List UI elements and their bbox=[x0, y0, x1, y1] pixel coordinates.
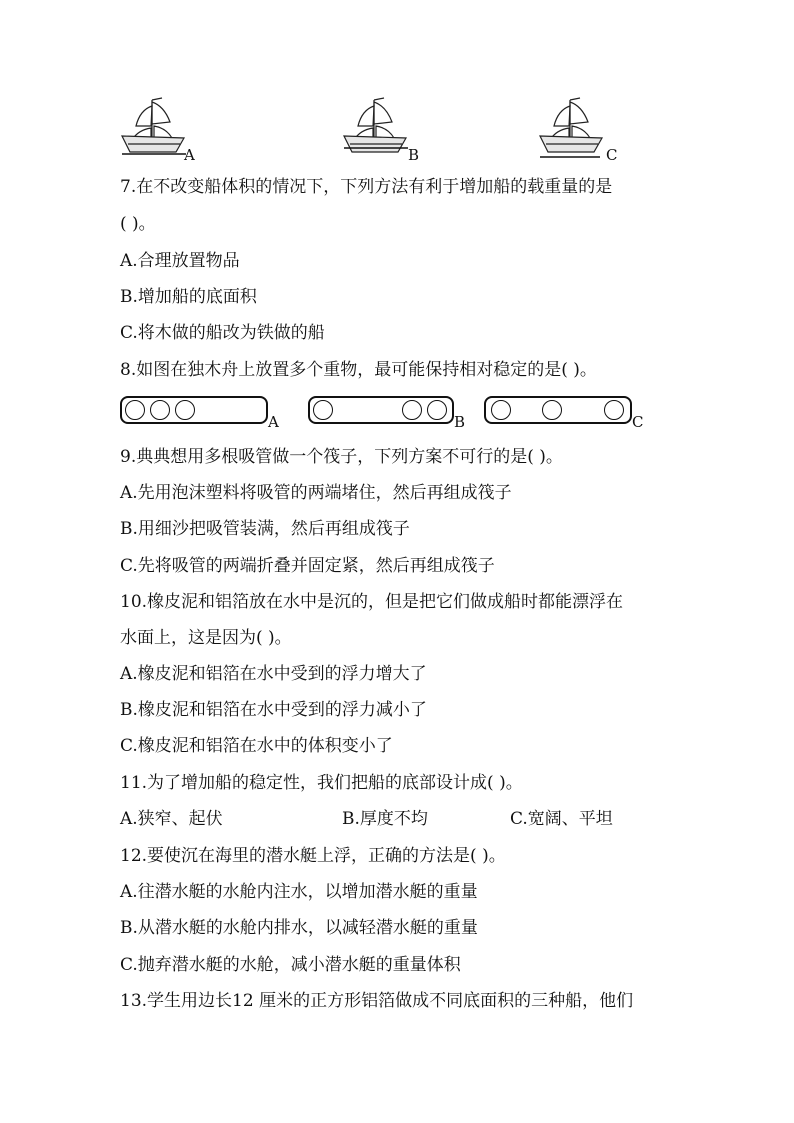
question-7-option-b: B.增加船的底面积 bbox=[120, 287, 257, 307]
question-11-stem: 11.为了增加船的稳定性，我们把船的底部设计成( )。 bbox=[120, 773, 523, 793]
question-9-option-b: B.用细沙把吸管装满，然后再组成筏子 bbox=[120, 519, 410, 539]
question-9-stem: 9.典典想用多根吸管做一个筏子，下列方案不可行的是( )。 bbox=[120, 447, 563, 467]
canoe-frame-b bbox=[308, 396, 454, 424]
weight-circle bbox=[427, 400, 447, 420]
question-7-stem: 7.在不改变船体积的情况下，下列方法有利于增加船的载重量的是 bbox=[120, 177, 613, 197]
question-7-option-a: A.合理放置物品 bbox=[120, 251, 240, 271]
sailboat-b-figure bbox=[340, 96, 412, 160]
question-8-stem: 8.如图在独木舟上放置多个重物，最可能保持相对稳定的是( )。 bbox=[120, 360, 597, 380]
weight-circle bbox=[604, 400, 624, 420]
question-11-option-c: C.宽阔、平坦 bbox=[510, 809, 613, 829]
weight-circle bbox=[150, 400, 170, 420]
canoe-frame-a bbox=[120, 396, 268, 424]
question-10-option-a: A.橡皮泥和铝箔在水中受到的浮力增大了 bbox=[120, 664, 427, 684]
question-10-option-c: C.橡皮泥和铝箔在水中的体积变小了 bbox=[120, 736, 393, 756]
canoe-frame-c-label: C bbox=[632, 413, 644, 431]
sailboat-c-label: C bbox=[606, 146, 618, 164]
question-9-option-a: A.先用泡沫塑料将吸管的两端堵住，然后再组成筏子 bbox=[120, 483, 512, 503]
sailboat-a-label: A bbox=[184, 146, 195, 164]
canoe-frame-a-label: A bbox=[268, 413, 279, 431]
weight-circle bbox=[542, 400, 562, 420]
question-10-stem: 10.橡皮泥和铝箔放在水中是沉的，但是把它们做成船时都能漂浮在 bbox=[120, 592, 624, 612]
question-12-option-c: C.抛弃潜水艇的水舱，减小潜水艇的重量体积 bbox=[120, 955, 461, 975]
canoe-frame-b-label: B bbox=[454, 413, 466, 431]
weight-circle bbox=[491, 400, 511, 420]
question-12-option-a: A.往潜水艇的水舱内注水，以增加潜水艇的重量 bbox=[120, 882, 478, 902]
question-7-option-c: C.将木做的船改为铁做的船 bbox=[120, 323, 325, 343]
weight-circle bbox=[313, 400, 333, 420]
weight-circle bbox=[125, 400, 145, 420]
question-12-stem: 12.要使沉在海里的潜水艇上浮，正确的方法是( )。 bbox=[120, 846, 506, 866]
question-12-option-b: B.从潜水艇的水舱内排水，以减轻潜水艇的重量 bbox=[120, 918, 478, 938]
canoe-frame-c bbox=[484, 396, 632, 424]
question-13-stem: 13.学生用边长12 厘米的正方形铝箔做成不同底面积的三种船，他们 bbox=[120, 991, 634, 1011]
question-9-option-c: C.先将吸管的两端折叠并固定紧，然后再组成筏子 bbox=[120, 556, 495, 576]
weight-circle bbox=[175, 400, 195, 420]
sailboat-c-figure bbox=[536, 96, 608, 160]
sailboat-a-figure bbox=[118, 96, 190, 160]
sailboat-b-label: B bbox=[408, 146, 420, 164]
question-10-stem-cont: 水面上，这是因为( )。 bbox=[120, 628, 292, 648]
question-11-option-a: A.狭窄、起伏 bbox=[120, 809, 223, 829]
question-10-option-b: B.橡皮泥和铝箔在水中受到的浮力减小了 bbox=[120, 700, 427, 720]
weight-circle bbox=[402, 400, 422, 420]
question-7-stem-cont: ( )。 bbox=[120, 214, 156, 234]
question-11-option-b: B.厚度不均 bbox=[342, 809, 428, 829]
